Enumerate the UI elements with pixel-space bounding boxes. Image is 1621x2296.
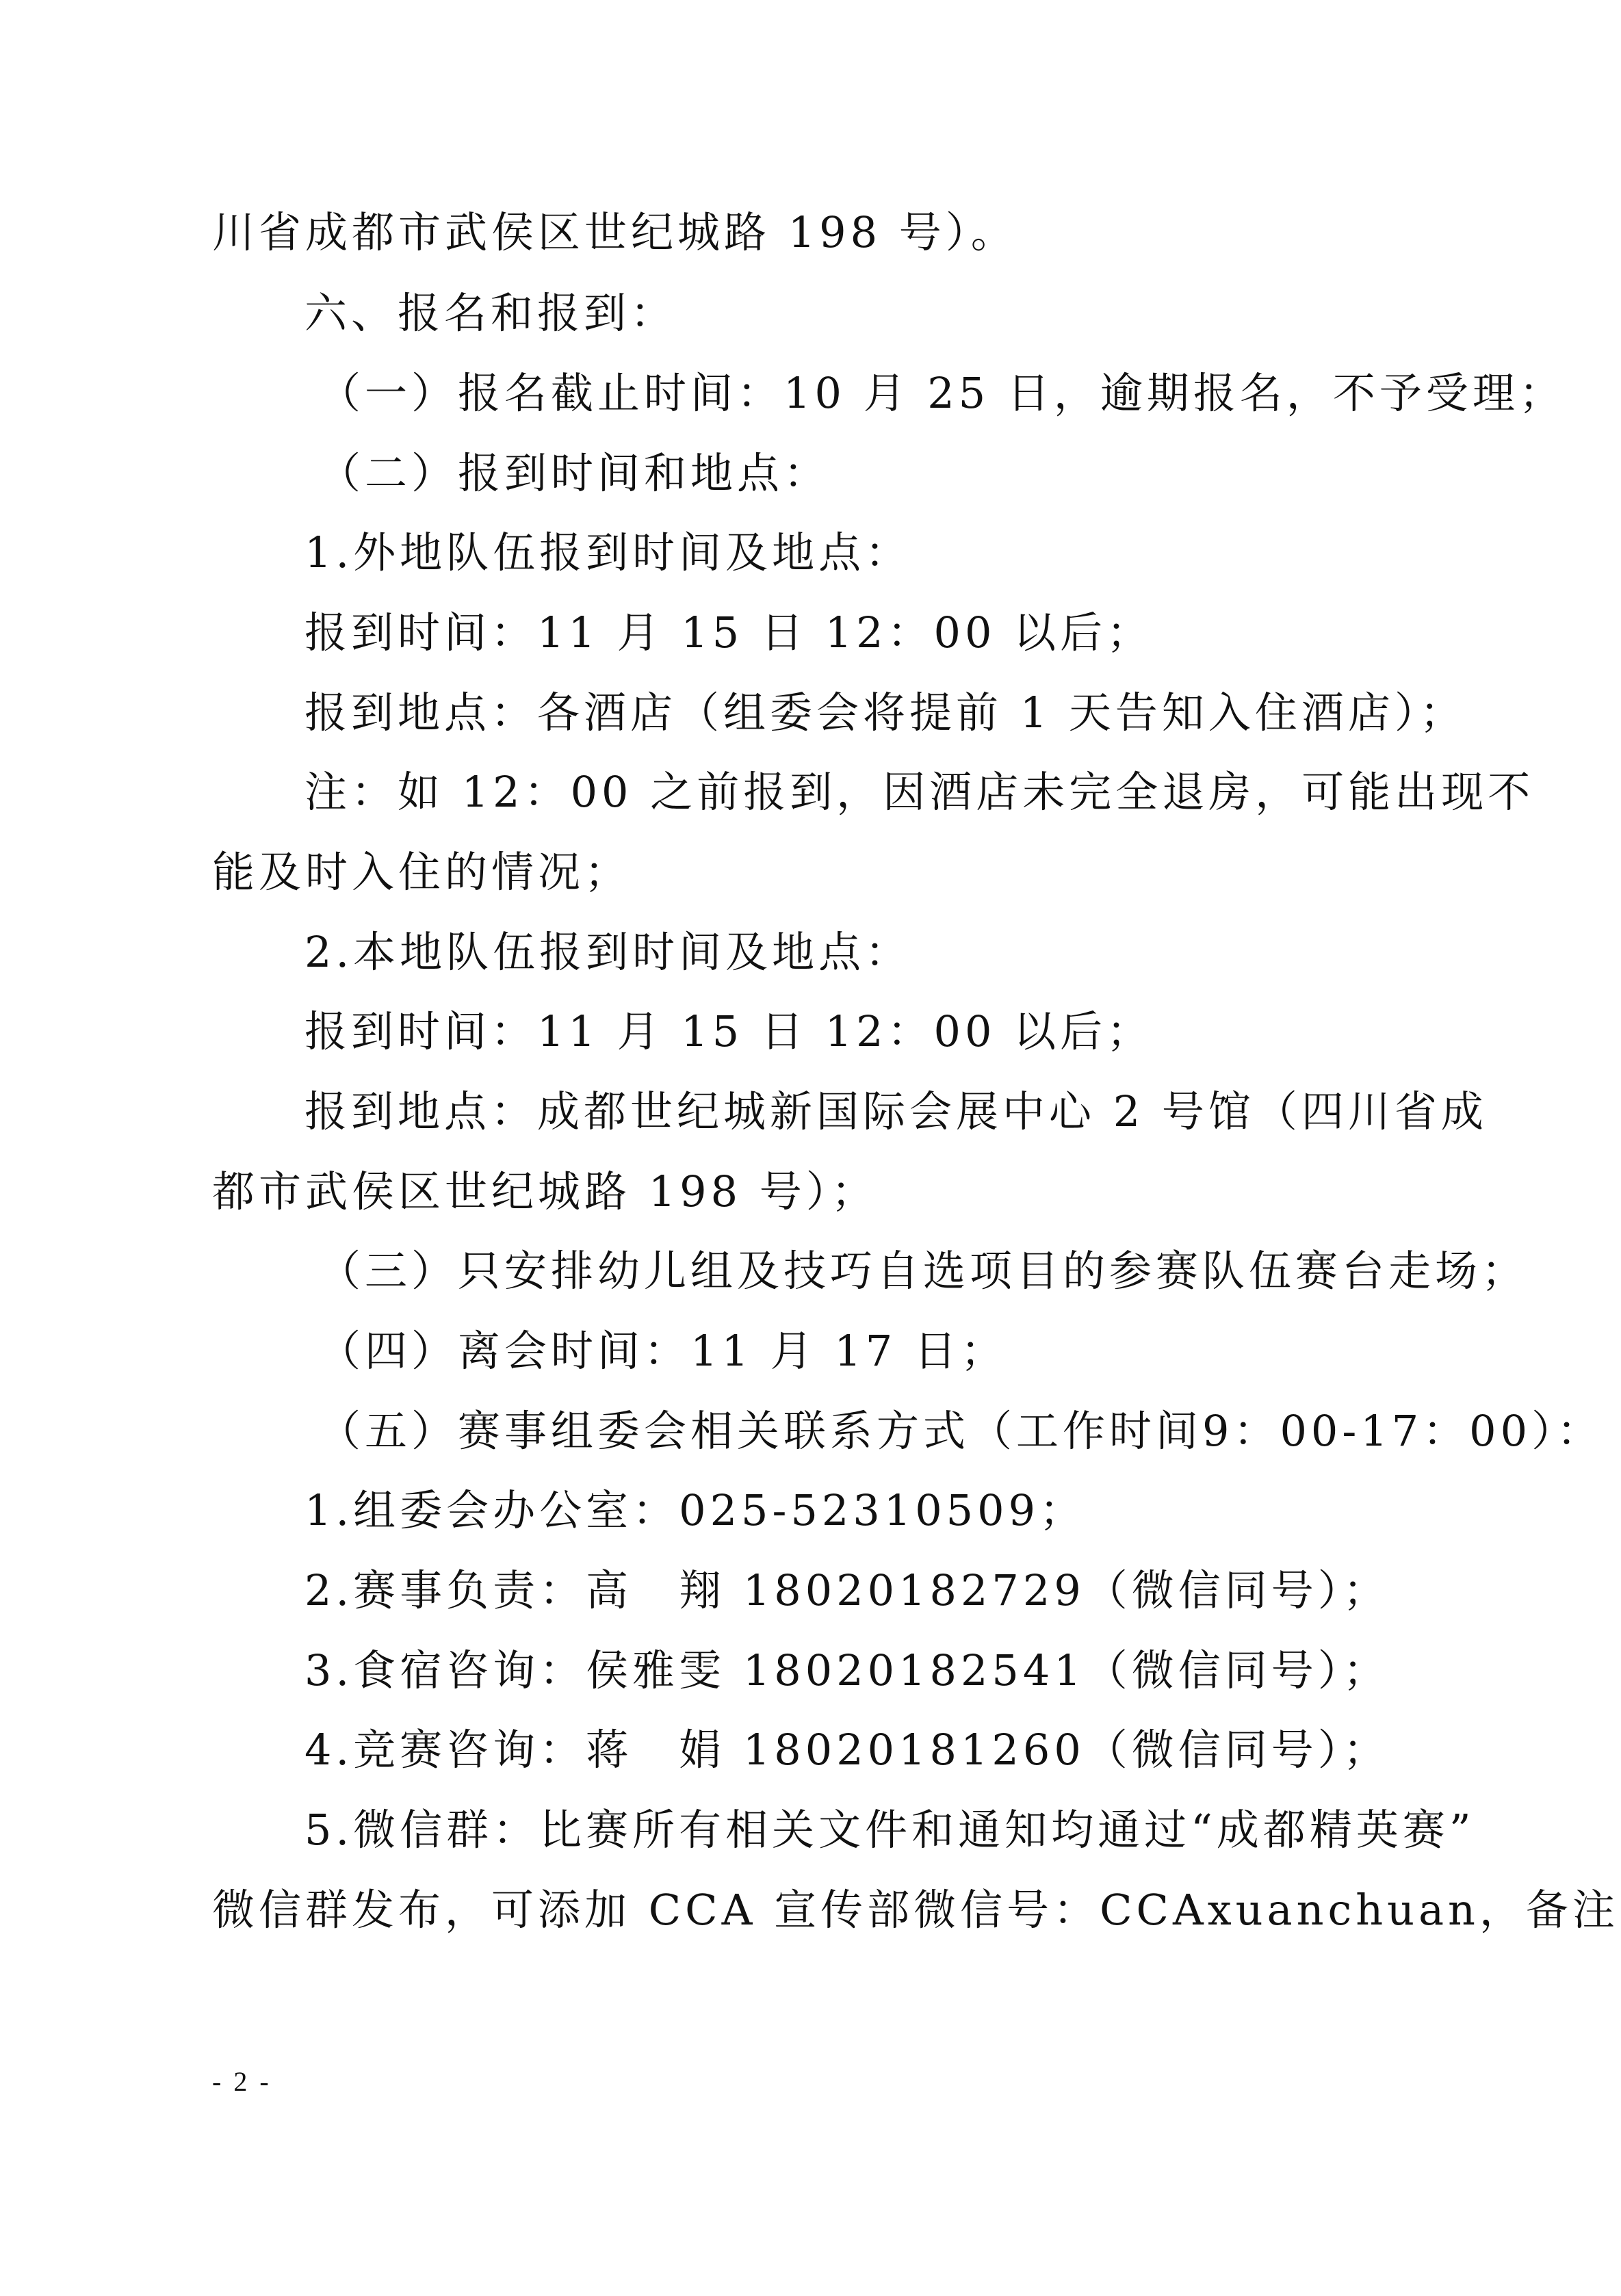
contact-line: 4.竞赛咨询：蒋 娟 18020181260（微信同号）； <box>304 1725 1390 1775</box>
contact-line: 3.食宿咨询：侯雅雯 18020182541（微信同号）； <box>304 1645 1390 1695</box>
paragraph-line: 1.外地队伍报到时间及地点： <box>304 527 912 577</box>
paragraph-line: 川省成都市武侯区世纪城路 198 号）。 <box>212 207 1017 257</box>
subsection-heading: （三）只安排幼儿组及技巧自选项目的参赛队伍赛台走场； <box>318 1246 1529 1296</box>
section-heading: 六、报名和报到： <box>304 288 677 338</box>
paragraph-line: （一）报名截止时间：10 月 25 日，逾期报名，不予受理； <box>318 368 1566 418</box>
paragraph-line: 5.微信群：比赛所有相关文件和通知均通过“成都精英赛” <box>304 1805 1475 1855</box>
paragraph-line: 2.本地队伍报到时间及地点： <box>304 927 912 977</box>
paragraph-line: 能及时入住的情况； <box>212 847 632 897</box>
paragraph-line: 报到时间：11 月 15 日 12：00 以后； <box>304 608 1154 657</box>
subsection-heading: （二）报到时间和地点： <box>318 448 831 498</box>
paragraph-line: 报到地点：各酒店（组委会将提前 1 天告知入住酒店）； <box>304 688 1466 738</box>
paragraph-line: 都市武侯区世纪城路 198 号）； <box>212 1166 878 1216</box>
contact-line: 2.赛事负责：高 翔 18020182729（微信同号）； <box>304 1565 1390 1615</box>
paragraph-line: 报到时间：11 月 15 日 12：00 以后； <box>304 1006 1154 1056</box>
paragraph-line: 微信群发布，可添加 CCA 宣传部微信号：CCAxuanchuan，备注 <box>212 1885 1619 1935</box>
subsection-heading: （四）离会时间：11 月 17 日； <box>318 1326 1007 1376</box>
subsection-heading: （五）赛事组委会相关联系方式（工作时间9：00-17：00）： <box>318 1406 1604 1456</box>
paragraph-line: 报到地点：成都世纪城新国际会展中心 2 号馆（四川省成 <box>304 1086 1488 1136</box>
page-number: - 2 - <box>212 2066 272 2097</box>
paragraph-line: 注：如 12：00 之前报到，因酒店未完全退房，可能出现不 <box>304 767 1535 817</box>
contact-line: 1.组委会办公室：025-52310509； <box>304 1485 1087 1535</box>
